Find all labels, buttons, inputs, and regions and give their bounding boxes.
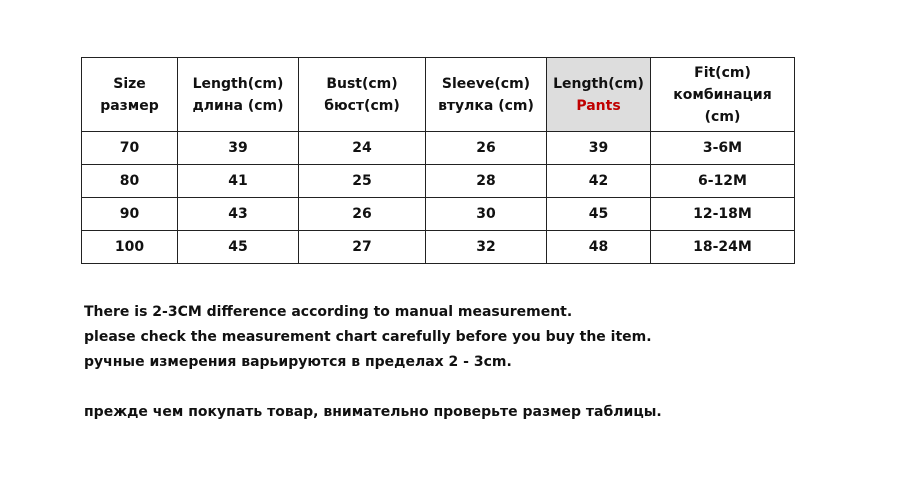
table-cell: 70 — [82, 132, 178, 165]
table-cell: 25 — [299, 165, 426, 198]
header-sleeve-ru: втулка (cm) — [438, 97, 534, 114]
table-cell: 100 — [82, 231, 178, 264]
header-length-en: Length(cm) — [192, 75, 284, 92]
table-cell: 39 — [547, 132, 651, 165]
measurement-notes — [84, 300, 662, 425]
header-bust-en: Bust(cm) — [326, 75, 398, 92]
table-cell: 45 — [547, 198, 651, 231]
table-cell: 6-12M — [651, 165, 795, 198]
table-cell: 90 — [82, 198, 178, 231]
header-fit — [651, 58, 795, 132]
table-cell: 39 — [178, 132, 299, 165]
table-cell: 27 — [299, 231, 426, 264]
table-cell: 12-18M — [651, 198, 795, 231]
table-cell: 28 — [426, 165, 547, 198]
header-sleeve — [426, 58, 547, 132]
note-check-chart: please check the measurement chart carefully before you buy the item. — [84, 329, 652, 345]
header-size-en: Size — [113, 75, 146, 92]
header-bust — [299, 58, 426, 132]
header-length — [178, 58, 299, 132]
table-cell: 18-24M — [651, 231, 795, 264]
table-cell: 32 — [426, 231, 547, 264]
table-cell: 30 — [426, 198, 547, 231]
header-fit-unit: (cm) — [704, 108, 741, 125]
table-row — [82, 165, 795, 198]
size-chart-table — [81, 57, 795, 264]
table-cell: 26 — [426, 132, 547, 165]
table-cell: 3-6M — [651, 132, 795, 165]
note-difference: There is 2-3CM difference according to manual measurement. — [84, 304, 573, 320]
table-header-row — [82, 58, 795, 132]
table-cell: 80 — [82, 165, 178, 198]
header-fit-en: Fit(cm) — [694, 64, 751, 81]
note-check-chart-ru: прежде чем покупать товар, внимательно проверьте размер таблицы. — [84, 404, 662, 420]
table-cell: 45 — [178, 231, 299, 264]
header-sleeve-en: Sleeve(cm) — [441, 75, 531, 92]
table-cell: 26 — [299, 198, 426, 231]
header-length-ru: длина (cm) — [192, 97, 284, 114]
table-cell: 42 — [547, 165, 651, 198]
table-row — [82, 132, 795, 165]
table-cell: 43 — [178, 198, 299, 231]
header-size-ru: размер — [100, 97, 159, 114]
header-pants-length-en: Length(cm) — [553, 75, 644, 92]
header-pants-label: Pants — [576, 97, 621, 114]
table-cell: 48 — [547, 231, 651, 264]
table-cell: 41 — [178, 165, 299, 198]
header-bust-ru: бюст(cm) — [324, 97, 400, 114]
note-difference-ru: ручные измерения варьируются в пределах 2 - 3cm. — [84, 354, 512, 370]
header-pants-length — [547, 58, 651, 132]
header-size — [82, 58, 178, 132]
table-row — [82, 198, 795, 231]
table-row — [82, 231, 795, 264]
header-fit-ru: комбинация — [673, 86, 772, 103]
table-cell: 24 — [299, 132, 426, 165]
